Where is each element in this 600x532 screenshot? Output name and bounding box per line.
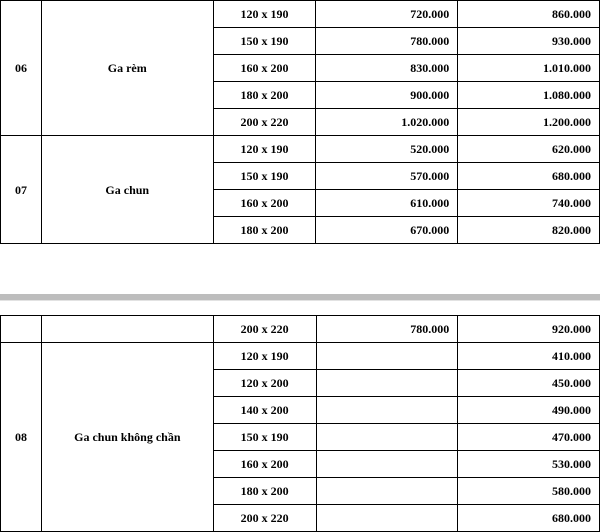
size-cell: 180 x 200 [213,82,316,109]
price-2-cell: 860.000 [458,1,600,28]
price-1-cell: 570.000 [316,163,458,190]
size-cell: 150 x 190 [213,424,316,451]
row-number-cell: 07 [1,136,42,244]
price-2-cell: 1.200.000 [458,109,600,136]
price-2-cell: 490.000 [458,397,600,424]
price-table-bottom [0,315,600,532]
size-cell: 200 x 220 [213,316,316,343]
size-cell: 150 x 190 [213,28,316,55]
price-1-cell: 720.000 [316,1,458,28]
price-1-cell [316,424,458,451]
price-1-cell: 610.000 [316,190,458,217]
price-1-cell [316,451,458,478]
size-cell: 120 x 200 [213,370,316,397]
price-1-cell: 520.000 [316,136,458,163]
row-number-cell: 06 [1,1,42,136]
product-name-cell: Ga rèm [41,1,213,136]
table-row [1,316,600,343]
size-cell: 120 x 190 [213,343,316,370]
price-1-cell [316,343,458,370]
price-1-cell [316,397,458,424]
price-2-cell: 920.000 [458,316,600,343]
price-1-cell: 780.000 [316,316,458,343]
price-2-cell: 530.000 [458,451,600,478]
product-name-cell: Ga chun [41,136,213,244]
row-number-cell: 08 [1,343,42,532]
size-cell: 120 x 190 [213,1,316,28]
table-row [1,343,600,370]
price-2-cell: 620.000 [458,136,600,163]
price-2-cell: 450.000 [458,370,600,397]
size-cell: 160 x 200 [213,190,316,217]
price-2-cell: 930.000 [458,28,600,55]
table-row [1,1,600,28]
price-table-top [0,0,600,244]
size-cell: 200 x 220 [213,505,316,532]
price-2-cell: 410.000 [458,343,600,370]
size-cell: 200 x 220 [213,109,316,136]
size-cell: 140 x 200 [213,397,316,424]
price-1-cell: 830.000 [316,55,458,82]
size-cell: 160 x 200 [213,55,316,82]
price-1-cell: 900.000 [316,82,458,109]
product-name-cell: Ga chun không chần [41,343,213,532]
price-1-cell [316,505,458,532]
price-2-cell: 680.000 [458,163,600,190]
price-1-cell: 780.000 [316,28,458,55]
price-1-cell: 670.000 [316,217,458,244]
price-2-cell: 680.000 [458,505,600,532]
price-2-cell: 740.000 [458,190,600,217]
page-separator-edge [0,300,600,301]
size-cell: 150 x 190 [213,163,316,190]
product-name-cell [41,316,213,343]
size-cell: 160 x 200 [213,451,316,478]
size-cell: 180 x 200 [213,217,316,244]
price-2-cell: 820.000 [458,217,600,244]
table-row [1,136,600,163]
price-1-cell: 1.020.000 [316,109,458,136]
price-2-cell: 470.000 [458,424,600,451]
size-cell: 120 x 190 [213,136,316,163]
row-number-cell [1,316,42,343]
price-1-cell [316,478,458,505]
price-2-cell: 1.080.000 [458,82,600,109]
price-1-cell [316,370,458,397]
price-2-cell: 1.010.000 [458,55,600,82]
size-cell: 180 x 200 [213,478,316,505]
price-2-cell: 580.000 [458,478,600,505]
